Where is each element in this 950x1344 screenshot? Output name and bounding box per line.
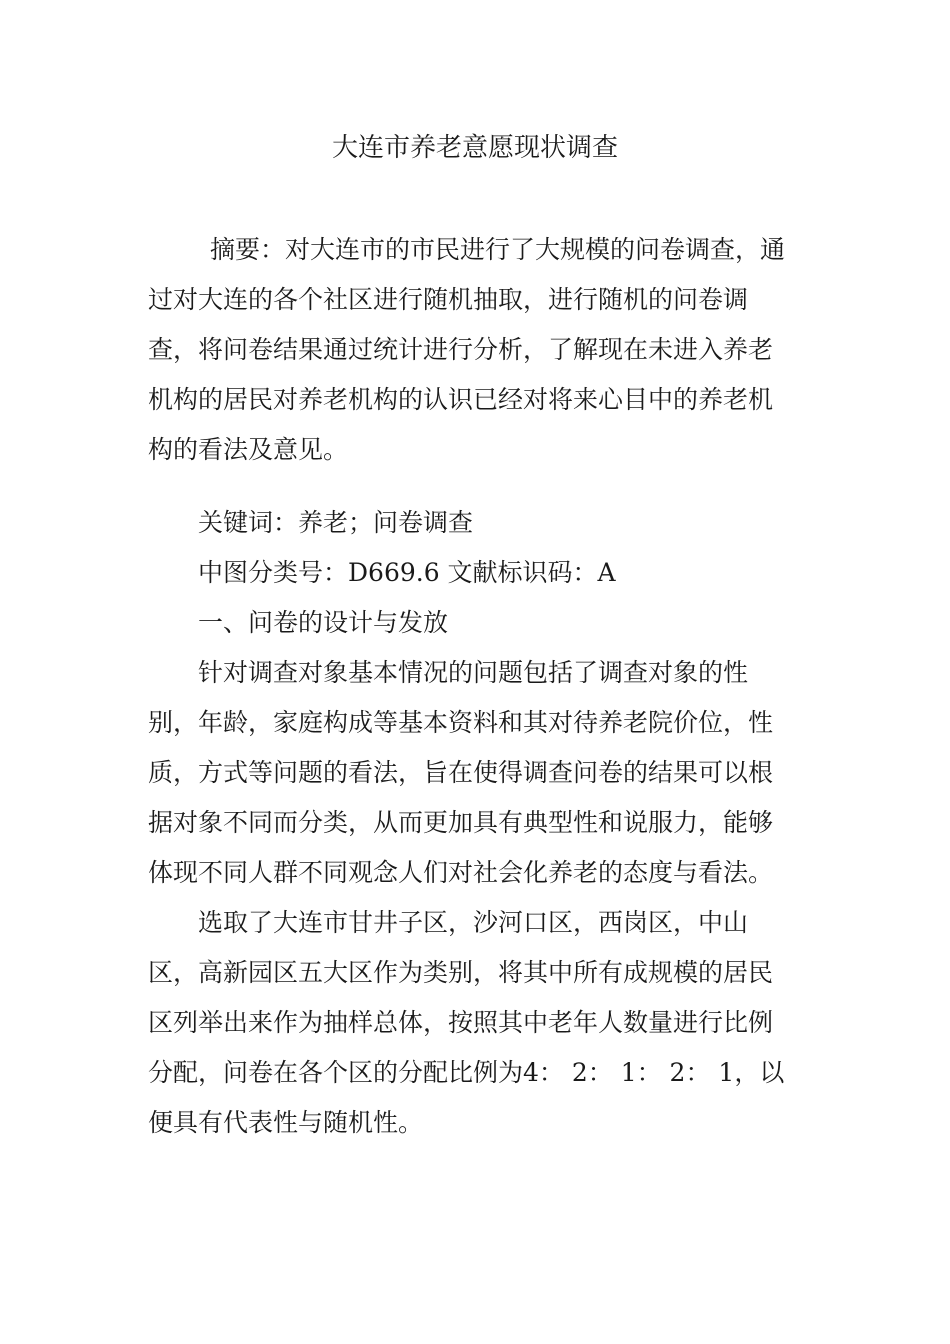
paragraph-line: 便具有代表性与随机性。 [148,1108,424,1137]
section-heading: 一、问卷的设计与发放 [198,608,449,637]
paragraph-line: 选取了大连市甘井子区，沙河口区，西岗区，中山 [198,908,749,937]
paragraph-line: 分配，问卷在各个区的分配比例为4： 2： 1： 2： 1，以 [148,1058,785,1087]
abstract-line: 过对大连的各个社区进行随机抽取，进行随机的问卷调 [148,285,749,314]
paragraph-line: 区，高新园区五大区作为类别，将其中所有成规模的居民 [148,958,774,987]
abstract-line: 摘要：对大连市的市民进行了大规模的问卷调查，通 [210,235,786,264]
paragraph-line: 据对象不同而分类，从而更加具有典型性和说服力，能够 [148,808,774,837]
main-body [148,498,808,1148]
classification-number: 中图分类号：D669.6 文献标识码：A [198,558,616,587]
paragraph-line: 针对调查对象基本情况的问题包括了调查对象的性 [198,658,749,687]
abstract-line: 机构的居民对养老机构的认识已经对将来心目中的养老机 [148,385,774,414]
abstract-line: 查，将问卷结果通过统计进行分析，了解现在未进入养老 [148,335,774,364]
paragraph-line: 质，方式等问题的看法，旨在使得调查问卷的结果可以根 [148,758,774,787]
keywords: 关键词：养老；问卷调查 [198,508,474,537]
paragraph-line: 体现不同人群不同观念人们对社会化养老的态度与看法。 [148,858,774,887]
abstract-line: 构的看法及意见。 [148,435,349,464]
abstract [148,225,808,475]
document-title: 大连市养老意愿现状调查 [331,133,618,163]
paragraph-line: 区列举出来作为抽样总体，按照其中老年人数量进行比例 [148,1008,774,1037]
paragraph-line: 别，年龄，家庭构成等基本资料和其对待养老院价位，性 [148,708,774,737]
